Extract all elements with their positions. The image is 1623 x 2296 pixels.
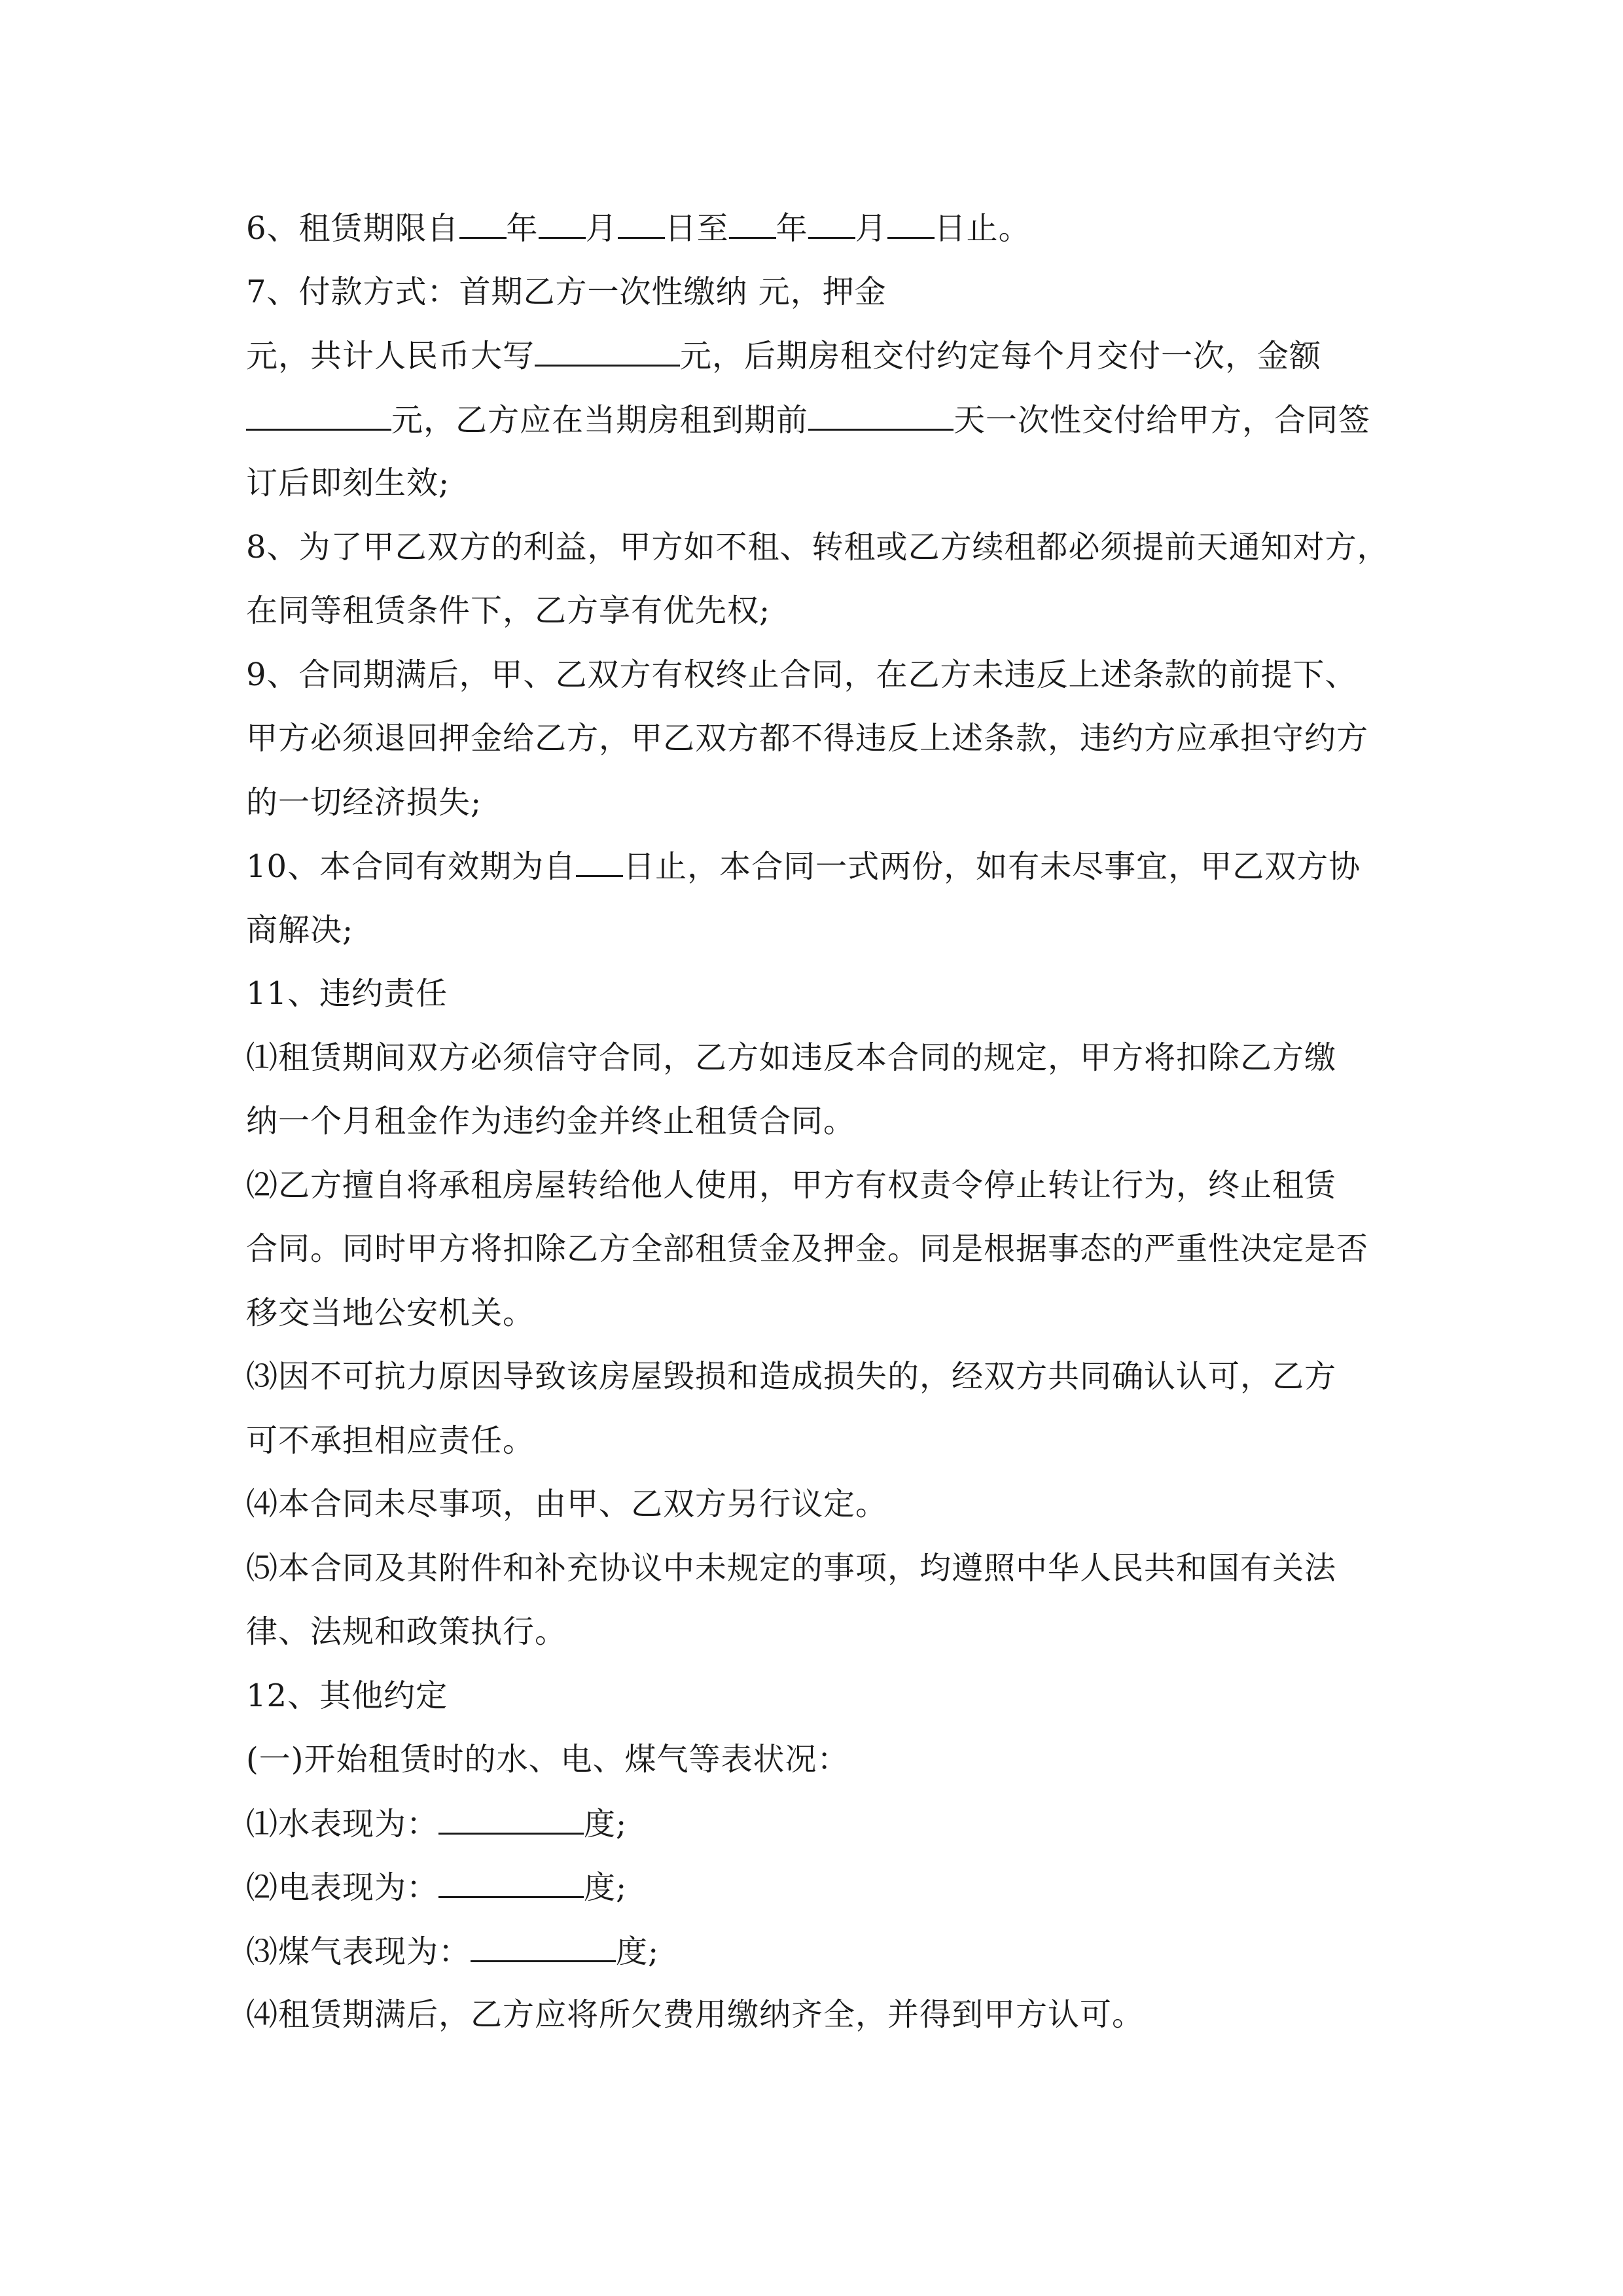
blank-line <box>576 834 623 877</box>
clause-12-item-4: ⑷租赁期满后，乙方应将所欠费用缴纳齐全，并得到甲方认可。 <box>246 1996 1145 2033</box>
clause-11-item-2: ⑵乙方擅自将承租房屋转给他人使用，甲方有权责令停止转让行为，终止租赁 <box>246 1166 1337 1204</box>
text: 年 <box>506 210 539 247</box>
text: 日至 <box>664 210 729 247</box>
document-page <box>246 196 1389 2047</box>
clause-11-item-4: ⑷本合同未尽事项，由甲、乙双方另行议定。 <box>246 1486 888 1522</box>
clause-11-item-1: ⑴租赁期间双方必须信守合同，乙方如违反本合同的规定，甲方将扣除乙方缴 <box>246 1039 1337 1076</box>
clause-11-item-5: ⑸本合同及其附件和补充协议中未规定的事项，均遵照中华人民共和国有关法 <box>246 1549 1337 1587</box>
clause-7-payment-cont <box>246 324 1385 388</box>
clause-11-item-3-cont: 可不承担相应责任。 <box>246 1422 535 1459</box>
blank-line <box>535 324 680 367</box>
blank-line <box>808 388 954 431</box>
text: 度; <box>584 1805 628 1842</box>
blank-line <box>246 388 391 431</box>
clause-9: 9、合同期满后，甲、乙双方有权终止合同，在乙方未违反上述条款的前提下、 <box>246 656 1357 693</box>
text: 度; <box>616 1933 660 1970</box>
electric-meter-reading <box>246 1856 1385 1920</box>
clause-7-payment-end: 订后即刻生效; <box>246 465 450 501</box>
text: 6、租赁期限自 <box>246 210 459 247</box>
clause-10 <box>246 834 1385 899</box>
text: 度; <box>584 1869 628 1906</box>
clause-10-end: 商解决; <box>246 911 354 948</box>
text: 元，后期房租交付约定每个月交付一次，金额 <box>680 338 1322 374</box>
clause-11-item-1-cont: 纳一个月租金作为违约金并终止租赁合同。 <box>246 1103 856 1139</box>
gas-meter-reading <box>246 1920 1385 1984</box>
blank-line <box>618 196 665 239</box>
blank-line <box>539 196 586 239</box>
clause-11-heading: 11、违约责任 <box>246 975 448 1012</box>
clause-12-subheading: (一)开始租赁时的水、电、煤气等表状况： <box>246 1741 849 1778</box>
text: 月 <box>855 210 887 247</box>
clause-11-item-2-end: 移交当地公安机关。 <box>246 1294 535 1331</box>
clause-9-end: 的一切经济损失; <box>246 783 482 821</box>
text: 元，共计人民币大写 <box>246 338 535 374</box>
clause-8-cont: 在同等租赁条件下，乙方享有优先权; <box>246 592 771 629</box>
text: 天一次性交付给甲方，合同签 <box>954 401 1371 439</box>
blank-line <box>438 1856 584 1898</box>
text: 年 <box>776 210 808 247</box>
clause-7-payment-cont <box>246 388 1385 452</box>
clause-9-cont: 甲方必须退回押金给乙方，甲乙双方都不得违反上述条款，违约方应承担守约方 <box>246 720 1369 757</box>
blank-line <box>887 196 935 239</box>
clause-8: 8、为了甲乙双方的利益，甲方如不租、转租或乙方续租都必须提前天通知对方， <box>246 528 1389 565</box>
blank-line <box>438 1792 584 1835</box>
water-meter-reading <box>246 1792 1385 1856</box>
text: 10、本合同有效期为自 <box>246 848 577 885</box>
clause-11-item-3: ⑶因不可抗力原因导致该房屋毁损和造成损失的，经双方共同确认认可，乙方 <box>246 1358 1337 1395</box>
text: ⑵电表现为： <box>246 1869 439 1906</box>
text: 元，乙方应在当期房租到期前 <box>391 401 809 439</box>
clause-11-item-5-cont: 律、法规和政策执行。 <box>246 1613 567 1650</box>
text: ⑴水表现为： <box>246 1805 439 1842</box>
blank-line <box>729 196 776 239</box>
text: ⑶煤气表现为： <box>246 1933 471 1970</box>
text: 日止，本合同一式两份，如有未尽事宜，甲乙双方协 <box>623 848 1361 885</box>
clause-6-lease-term <box>246 196 1385 260</box>
blank-line <box>808 196 855 239</box>
clause-11-item-2-cont: 合同。同时甲方将扣除乙方全部租赁金及押金。同是根据事态的严重性决定是否 <box>246 1230 1369 1267</box>
text: 月 <box>585 210 618 247</box>
clause-12-heading: 12、其他约定 <box>246 1677 448 1714</box>
text: 日止。 <box>934 210 1031 247</box>
blank-line <box>459 196 507 239</box>
clause-7-payment: 7、付款方式：首期乙方一次性缴纳 元，押金 <box>246 273 887 310</box>
blank-line <box>471 1920 616 1962</box>
